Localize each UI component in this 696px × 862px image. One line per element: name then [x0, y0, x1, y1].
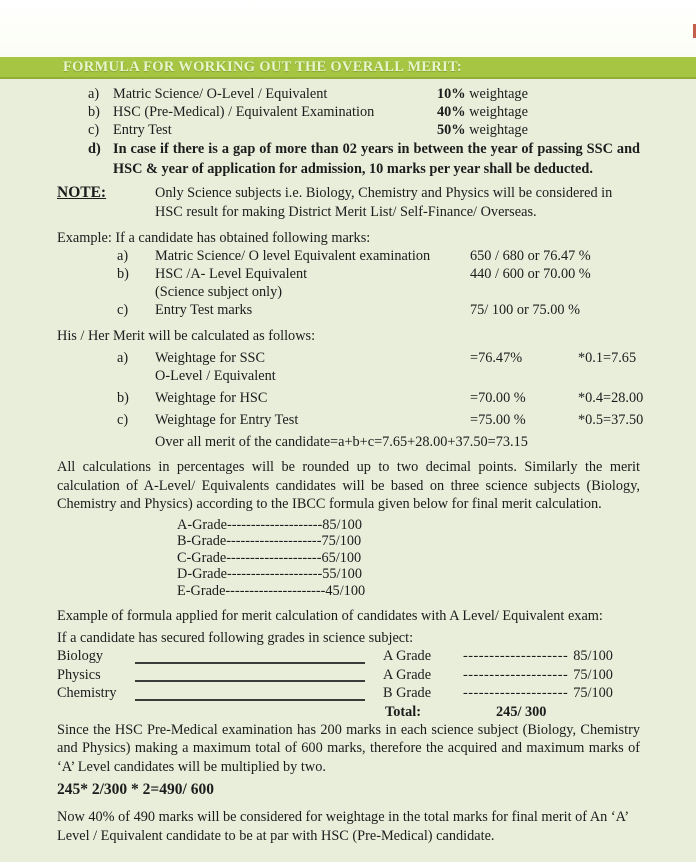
grade-value: 45/100 [325, 582, 366, 599]
grade-label: A Grade [383, 666, 432, 683]
item-label: HSC (Pre-Medical) / Equivalent Examination [113, 104, 375, 120]
item-calculation: *0.5=37.50 [578, 412, 644, 428]
item-label: Entry Test marks [155, 302, 253, 318]
item-key: c) [117, 302, 129, 318]
subject-grade-row [57, 647, 640, 666]
item-weightage [437, 103, 640, 121]
item-key: b) [117, 266, 129, 282]
merit-calc-intro: His / Her Merit will be calculated as follows: [57, 328, 316, 344]
gap-rule-row [57, 140, 640, 179]
rounding-paragraph: All calculations in percentages will be rounded up to two decimal points. Similarly the merit calculation of A-Level/ Equivalents candidates will be based on three science subjects (Biology, Chemistry and Physics) according to the IBCC formula given below for final merit calculation. [57, 459, 640, 512]
item-key: a) [117, 350, 129, 366]
total-label: Total: [385, 703, 422, 720]
example-marks-row [117, 301, 640, 319]
item-marks: 75/ 100 or 75.00 % [470, 302, 580, 318]
item-sublabel: O-Level / Equivalent [155, 368, 276, 384]
grade-scale-row [177, 583, 640, 600]
leader-dashes: --------------------- [225, 582, 326, 599]
item-label: Matric Science/ O-Level / Equivalent [113, 86, 328, 102]
blank-underline [135, 666, 365, 682]
weightage-unit: weightage [465, 122, 528, 138]
item-label: HSC /A- Level Equivalent [155, 266, 308, 282]
weightage-unit: weightage [465, 104, 528, 120]
item-key: d) [88, 141, 101, 157]
document-body [0, 79, 696, 845]
item-key: c) [117, 412, 129, 428]
item-label: Weightage for SSC [155, 350, 266, 366]
merit-row [117, 411, 644, 429]
note-section [57, 184, 640, 221]
item-label: Matric Science/ O level Equivalent examination [155, 248, 431, 264]
leader-dashes: -------------------- [463, 666, 569, 683]
item-calculation: *0.1=7.65 [578, 350, 637, 366]
total-value: 245/ 300 [496, 703, 547, 720]
item-key: c) [88, 122, 100, 138]
top-margin-band [0, 0, 696, 57]
gap-rule-text: In case if there is a gap of more than 02 years in between the year of passing SSC and HSC & year of application for admission, 10 marks per year shall be deducted. [113, 141, 640, 177]
grade-label: D-Grade [177, 566, 228, 582]
example-marks-intro: Example: If a candidate has obtained following marks: [57, 230, 371, 246]
item-label: Weightage for HSC [155, 390, 268, 406]
item-calculation: *0.4=28.00 [578, 390, 644, 406]
subject-label: Physics [57, 666, 101, 683]
item-label: Entry Test [113, 122, 172, 138]
leader-dashes: -------------------- [227, 566, 323, 582]
leader-dashes: -------------------- [463, 685, 569, 701]
weightage-row [88, 85, 640, 103]
grade-scale-row [177, 550, 640, 567]
leader-dashes: -------------------- [226, 549, 322, 566]
grade-value: 75/100 [573, 666, 613, 683]
grade-label: B-Grade [177, 533, 227, 549]
merit-row [117, 389, 644, 407]
weightage-row [88, 103, 640, 121]
overall-merit-line: Over all merit of the candidate=a+b+c=7.65+28.00+37.50=73.15 [155, 434, 528, 450]
page-title: FORMULA FOR WORKING OUT THE OVERALL MERIT: [63, 59, 463, 75]
item-weightage [437, 85, 640, 103]
item-percentage: =76.47% [470, 350, 523, 366]
weightage-percent: 10% [437, 86, 466, 102]
item-percentage: =70.00 % [470, 390, 526, 406]
leader-dashes: -------------------- [227, 516, 323, 533]
leader-dashes: -------------------- [463, 648, 569, 664]
note-text: Only Science subjects i.e. Biology, Chemistry and Physics will be considered in HSC result for making District Merit List/ Self-Finance/ Overseas. [155, 185, 613, 220]
item-percentage: =75.00 % [470, 412, 526, 428]
example-marks-row [117, 265, 640, 283]
grade-value: 65/100 [321, 549, 362, 566]
note-label: NOTE: [57, 184, 107, 201]
grade-label: E-Grade [177, 582, 226, 599]
item-key: b) [117, 390, 129, 406]
weightage-unit: weightage [465, 86, 528, 102]
grade-scale-row [177, 533, 640, 550]
grade-label: A-Grade [177, 516, 228, 533]
subject-grade-row [57, 684, 640, 703]
item-key: a) [88, 86, 100, 102]
grade-label: B Grade [383, 685, 432, 701]
alevel-example-subintro: If a candidate has secured following grades in science subject: [57, 630, 414, 646]
grade-value: 85/100 [322, 516, 362, 533]
grade-scale-row [177, 517, 640, 534]
subject-label: Chemistry [57, 685, 117, 701]
item-key: b) [88, 104, 100, 120]
grade-scale-list [177, 517, 640, 600]
item-sublabel: (Science subject only) [155, 284, 283, 300]
blank-underline [135, 685, 365, 701]
item-weightage [437, 121, 640, 139]
grade-value: 75/100 [573, 685, 613, 701]
grade-label: C-Grade [177, 549, 227, 566]
weightage-percent: 50% [437, 122, 466, 138]
grade-value: 55/100 [322, 566, 362, 582]
blank-underline [135, 648, 365, 664]
subject-label: Biology [57, 648, 104, 664]
item-label: Weightage for Entry Test [155, 412, 299, 428]
example-marks-row [117, 247, 640, 265]
alevel-example-intro: Example of formula applied for merit calculation of candidates with A Level/ Equivalent exam: [57, 608, 603, 624]
item-marks: 650 / 680 or 76.47 % [470, 248, 591, 264]
merit-row [117, 349, 640, 367]
grade-value: 85/100 [573, 648, 613, 664]
section-header-bar [0, 57, 696, 79]
hsc-marks-paragraph: Since the HSC Pre-Medical examination has 200 marks in each science subject (Biology, Chemistry and Physics) making a maximum total of 600 marks, therefore the acquired and maximum marks of ‘A’ Level candidates will be multiplied by two. [57, 721, 640, 775]
total-row [385, 703, 640, 721]
conversion-formula: 245* 2/300 * 2=490/ 600 [57, 781, 214, 798]
grade-scale-row [177, 566, 640, 583]
subject-grade-row [57, 666, 640, 685]
leader-dashes: -------------------- [226, 533, 322, 549]
grade-label: A Grade [383, 648, 432, 664]
weightage-row [88, 121, 640, 139]
item-marks: 440 / 600 or 70.00 % [470, 266, 591, 282]
grade-value: 75/100 [321, 533, 362, 549]
item-key: a) [117, 248, 129, 264]
weightage-percent: 40% [437, 104, 466, 120]
final-paragraph: Now 40% of 490 marks will be considered for weightage in the total marks for final merit of An ‘A’ Level / Equivalent candidate to be at par with HSC (Pre-Medical) candidate. [57, 809, 629, 844]
